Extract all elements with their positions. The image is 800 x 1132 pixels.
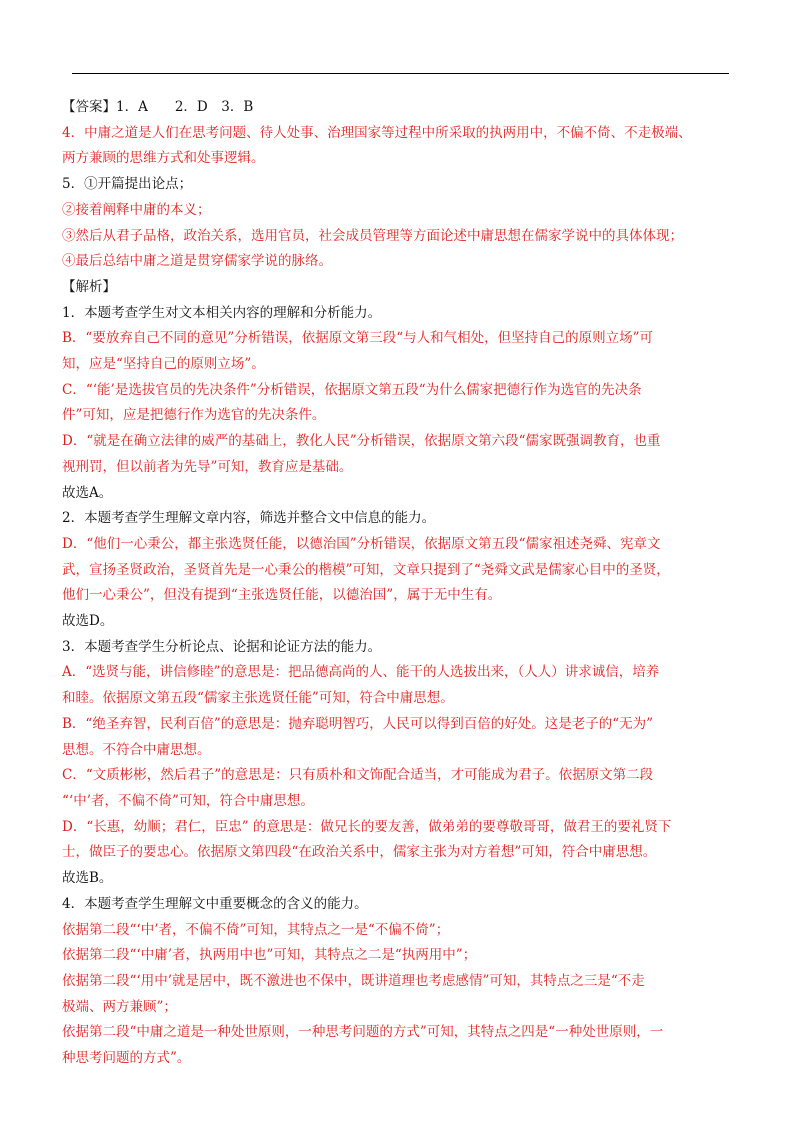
q2-choice: 故选D。 [62, 613, 114, 630]
answer-4-line: 4．中庸之道是人们在思考问题、待人处事、治理国家等过程中所采取的执两用中，不偏不倚、不走极端、 [62, 124, 692, 141]
q4-line: 依据第二段“‘中’者，不偏不倚”可知，其特点之一是“不偏不倚”； [62, 921, 450, 938]
q3-option-c: “‘中’者，不偏不倚”可知，符合中庸思想。 [62, 792, 314, 809]
q1-option-b: 知，应是“坚持自己的原则立场”。 [62, 356, 265, 373]
answer-5-line: ④最后总结中庸之道是贯穿儒家学说的脉络。 [62, 253, 332, 270]
q2-option-d: 他们一心秉公”，但没有提到“主张选贤任能，以德治国”，属于无中生有。 [62, 587, 502, 604]
q4-line: 依据第二段“中庸之道是一种处世原则，一种思考问题的方式”可知，其特点之四是“一种处世原则，一 [62, 1024, 664, 1041]
answer-4-line: 两方兼顾的思维方式和处事逻辑。 [62, 150, 265, 167]
q2-option-d: D．“他们一心秉公，都主张选贤任能，以德治国”分析错误，依据原文第五段“儒家祖述尧舜、宪章文 [62, 535, 661, 552]
q1-option-c: C．“‘能’是选拔官员的先决条件”分析错误，依据原文第五段“为什么儒家把德行作为选官的先决条 [62, 381, 642, 398]
q3-option-d: D．“长惠，幼顺；君仁，臣忠” 的意思是：做兄长的要友善，做弟弟的要尊敬哥哥，做君王的要礼贤下 [62, 818, 672, 835]
q3-option-a: 和睦。依据原文第五段“儒家主张选贤任能”可知，符合中庸思想。 [62, 690, 454, 707]
answer-5-line: ③然后从君子品格，政治关系，选用官员，社会成员管理等方面论述中庸思想在儒家学说中的具体体现； [62, 227, 683, 244]
q3-option-a: A．“选贤与能，讲信修睦”的意思是：把品德高尚的人、能干的人选拔出来，（人人）讲求诚信，培养 [62, 664, 660, 681]
q4-line: 依据第二段“‘中庸’者，执两用中也”可知，其特点之二是“执两用中”； [62, 947, 477, 964]
q1-option-c: 件”可知，应是把德行作为选官的先决条件。 [62, 407, 326, 424]
header-rule [72, 73, 729, 74]
q2-option-d: 武，宣扬圣贤政治，圣贤首先是一心秉公的楷模”可知，文章只提到了“尧舜文武是儒家心目中的圣贤， [62, 561, 670, 578]
answer-5-line: ②接着阐释中庸的本义； [62, 201, 211, 218]
q1-option-b: B．“要放弃自己不同的意见”分析错误，依据原文第三段“与人和气相处，但坚持自己的原则立场”可 [62, 330, 654, 347]
q3-option-b: 思想。不符合中庸思想。 [62, 741, 211, 758]
q4-line: 种思考问题的方式”。 [62, 1050, 191, 1067]
q1-option-d: 视刑罚，但以前者为先导”可知，教育应是基础。 [62, 458, 353, 475]
q1-option-d: D．“就是在确立法律的威严的基础上，教化人民”分析错误，依据原文第六段“儒家既强调教育，也重 [62, 433, 661, 450]
analysis-label: 【解析】 [62, 278, 116, 295]
q3-intro: 3．本题考查学生分析论点、论据和论证方法的能力。 [62, 638, 382, 655]
q3-option-c: C．“文质彬彬，然后君子”的意思是：只有质朴和文饰配合适当，才可能成为君子。依据原文第二段 [62, 767, 654, 784]
answer-label: 【答案】1．A 2．D 3．B [62, 99, 254, 115]
answer-5-line: 5．①开篇提出论点； [62, 176, 193, 193]
q1-intro: 1．本题考查学生对文本相关内容的理解和分析能力。 [62, 304, 382, 321]
q4-intro: 4．本题考查学生理解文中重要概念的含义的能力。 [62, 895, 368, 912]
q4-line: 极端、两方兼顾”； [62, 998, 177, 1015]
page-content [62, 95, 730, 1072]
q4-line: 依据第二段“‘用中’就是居中，既不激进也不保中，既讲道理也考虑感情”可知，其特点之三是“不走 [62, 972, 645, 989]
q1-choice: 故选A。 [62, 484, 113, 501]
q3-choice: 故选B。 [62, 870, 113, 887]
q3-option-d: 士，做臣子的要忠心。依据原文第四段“在政治关系中，儒家主张为对方着想”可知，符合中庸思想。 [62, 844, 657, 861]
q3-option-b: B．“绝圣弃智，民利百倍”的意思是：抛弃聪明智巧，人民可以得到百倍的好处。这是老子的“无为” [62, 715, 654, 732]
q2-intro: 2．本题考查学生理解文章内容，筛选并整合文中信息的能力。 [62, 510, 436, 527]
